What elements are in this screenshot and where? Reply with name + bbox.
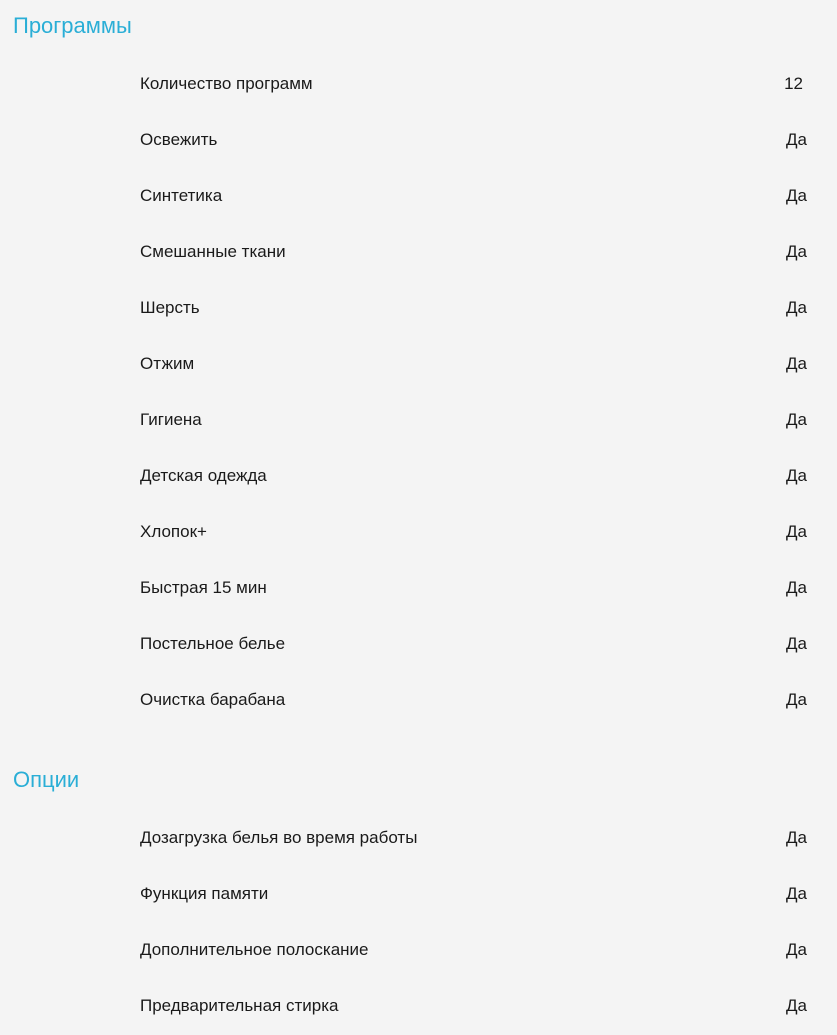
- spec-value: Да: [786, 690, 807, 709]
- list-item: [140, 392, 807, 448]
- spec-label: Функция памяти: [140, 884, 269, 903]
- list-item: [140, 504, 807, 560]
- list-item: [140, 448, 807, 504]
- programs-list: [140, 56, 807, 728]
- spec-value: Да: [786, 940, 807, 959]
- options-list: [140, 810, 807, 1034]
- list-item: [140, 56, 807, 112]
- spec-value: Да: [786, 578, 807, 597]
- spec-value: Да: [786, 186, 807, 205]
- spec-label: Очистка барабана: [140, 690, 286, 709]
- spec-value: Да: [786, 354, 807, 373]
- list-item: [140, 112, 807, 168]
- spec-value: Да: [786, 466, 807, 485]
- list-item: [140, 336, 807, 392]
- list-item: [140, 866, 807, 922]
- list-item: [140, 560, 807, 616]
- list-item: [140, 168, 807, 224]
- list-item: [140, 978, 807, 1034]
- spec-value: 12: [784, 74, 803, 93]
- spec-value: Да: [786, 522, 807, 541]
- section-title-programs: Программы: [13, 13, 132, 38]
- spec-value: Да: [786, 828, 807, 847]
- spec-label: Шерсть: [140, 298, 200, 317]
- spec-label: Предварительная стирка: [140, 996, 339, 1015]
- spec-label: Гигиена: [140, 410, 202, 429]
- spec-label: Освежить: [140, 130, 218, 149]
- spec-label: Дополнительное полоскание: [140, 940, 369, 959]
- spec-label: Дозагрузка белья во время работы: [140, 828, 418, 847]
- list-item: [140, 280, 807, 336]
- spec-label: Количество программ: [140, 74, 313, 93]
- spec-value: Да: [786, 410, 807, 429]
- spec-label: Смешанные ткани: [140, 242, 286, 261]
- list-item: [140, 224, 807, 280]
- spec-value: Да: [786, 884, 807, 903]
- spec-label: Хлопок+: [140, 522, 207, 541]
- spec-value: Да: [786, 634, 807, 653]
- list-item: [140, 672, 807, 728]
- list-item: [140, 616, 807, 672]
- spec-value: Да: [786, 242, 807, 261]
- spec-label: Отжим: [140, 354, 195, 373]
- spec-label: Детская одежда: [140, 466, 267, 485]
- spec-value: Да: [786, 298, 807, 317]
- spec-label: Постельное белье: [140, 634, 286, 653]
- list-item: [140, 810, 807, 866]
- spec-label: Синтетика: [140, 186, 223, 205]
- spec-value: Да: [786, 996, 807, 1015]
- spec-label: Быстрая 15 мин: [140, 578, 267, 597]
- list-item: [140, 922, 807, 978]
- section-title-options: Опции: [13, 767, 80, 792]
- spec-value: Да: [786, 130, 807, 149]
